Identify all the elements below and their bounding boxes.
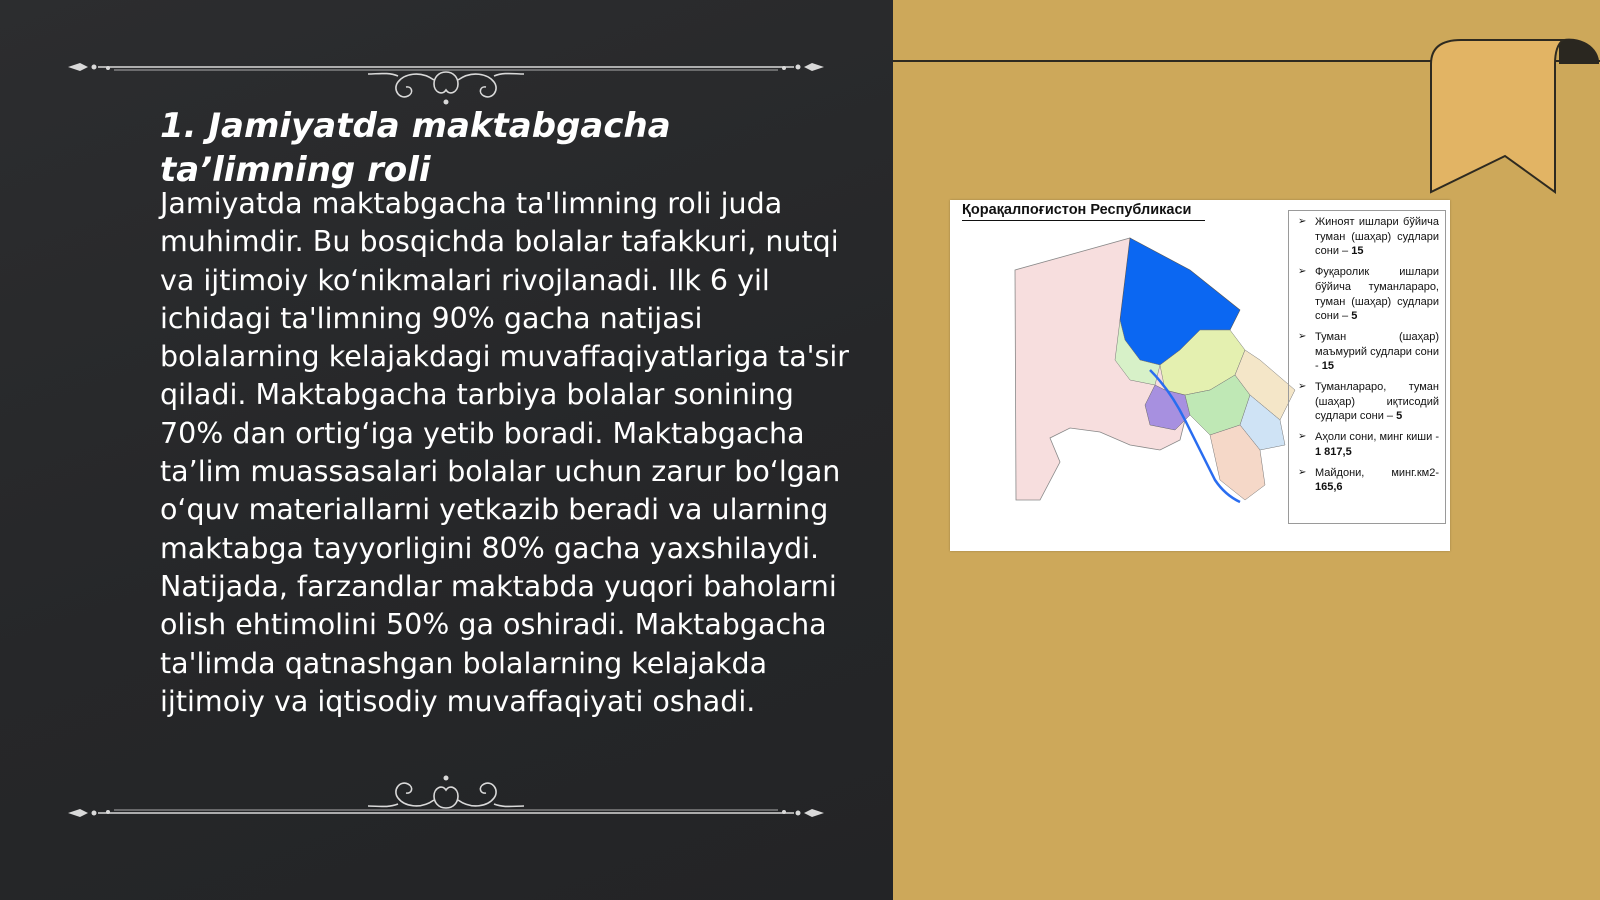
legend-value: 5	[1351, 310, 1358, 323]
arrow-bullet-icon: ➢	[1298, 330, 1307, 342]
arrow-bullet-icon: ➢	[1298, 431, 1307, 443]
legend-item	[1295, 466, 1439, 495]
legend-label: Майдони, минг.км2-	[1315, 466, 1439, 479]
legend-item	[1295, 380, 1439, 424]
legend-value: 165,6	[1315, 481, 1343, 494]
map-legend	[1288, 210, 1446, 524]
legend-item	[1295, 330, 1439, 374]
legend-value: 15	[1351, 245, 1364, 258]
arrow-bullet-icon: ➢	[1298, 216, 1307, 227]
ornamental-divider-icon	[68, 58, 824, 106]
legend-label: Жиноят ишлари бўйича туман (шаҳар) судлари сони –	[1315, 216, 1439, 258]
legend-value: 1 817,5	[1315, 445, 1352, 458]
legend-item	[1295, 215, 1439, 259]
ornamental-divider-icon	[68, 774, 824, 822]
map-title: Қорақалпоғистон Республикаси	[962, 200, 1205, 221]
legend-label: Туманлараро, туман (шаҳар) иқтисодий судлари сони –	[1315, 381, 1439, 423]
arrow-bullet-icon: ➢	[1298, 266, 1307, 278]
legend-value: 5	[1396, 410, 1403, 423]
legend-item	[1295, 265, 1439, 324]
bookmark-ribbon-icon	[1429, 36, 1599, 196]
legend-label: Аҳоли сони, минг киши -	[1315, 431, 1439, 444]
legend-value: 15	[1321, 360, 1334, 373]
map-image	[950, 200, 1450, 551]
legend-item	[1295, 430, 1439, 459]
legend-label: Фуқаролик ишлари бўйича туманлараро, туман (шаҳар) судлари сони –	[1315, 266, 1439, 323]
slide-title: 1. Jamiyatda maktabgacha ta’limning roli	[160, 106, 671, 190]
slide-body-text: Jamiyatda maktabgacha ta'limning roli juda muhimdir. Bu bosqichda bolalar tafakkuri, nutqi va ijtimoiy koʻnikmalari rivojlanadi. Ilk 6 yil ichidagi ta'limning 90% gacha natijasi bolalarning kelajakdagi muvaffaqiyatlariga ta'sir qiladi. Maktabgacha tarbiya bolalar sonining 70% dan ortigʻiga yetib boradi. Maktabgacha ta’lim muassasalari bolalar uchun zarur boʻlgan oʻquv materiallarni yetkazib beradi va ularning maktabga tayyorligini 80% gacha yaxshilaydi. Natijada, farzandlar maktabda yuqori baholarni olish ehtimolini 50% ga oshiradi. Maktabgacha ta'limda qatnashgan bolalarning kelajakda ijtimoiy va iqtisodiy muvaffaqiyati oshadi.	[160, 187, 849, 718]
legend-label: Туман (шаҳар) маъмурий судлари сони -	[1315, 330, 1439, 373]
arrow-bullet-icon: ➢	[1298, 381, 1307, 393]
arrow-bullet-icon: ➢	[1298, 466, 1307, 478]
